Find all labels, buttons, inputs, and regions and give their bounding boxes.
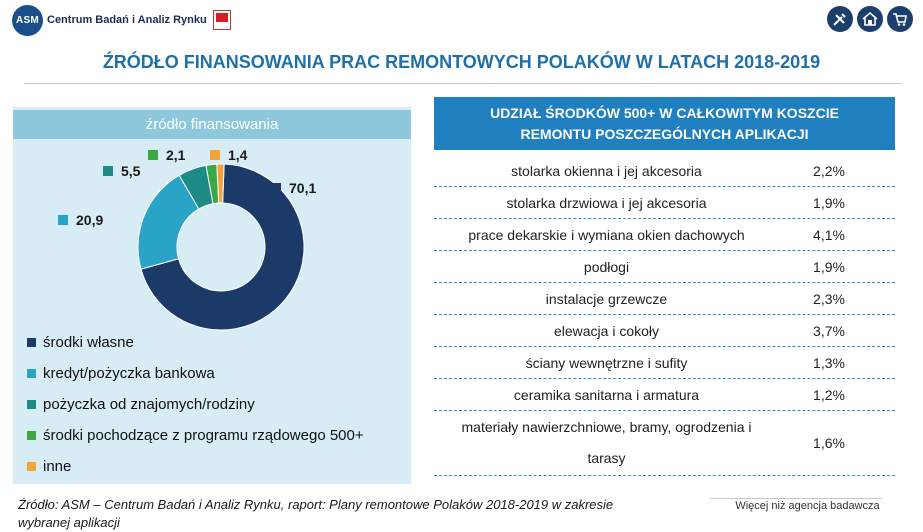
chart-panel-header: źródło finansowania <box>13 110 411 139</box>
page-title: ŹRÓDŁO FINANSOWANIA PRAC REMONTOWYCH POLAKÓW W LATACH 2018-2019 <box>102 52 821 72</box>
legend-swatch <box>27 431 36 440</box>
value-label-bank-loan <box>58 212 103 228</box>
legend-label: inne <box>43 458 72 475</box>
legend-label: środki własne <box>43 334 134 351</box>
table-header <box>434 97 895 150</box>
legend-item <box>27 451 364 482</box>
value-label-text: 5,5 <box>121 163 141 179</box>
company-logo <box>12 6 231 34</box>
row-name: ceramika sanitarna i armatura <box>513 386 700 403</box>
legend-swatch <box>27 462 36 471</box>
row-name: podłogi <box>583 258 630 275</box>
row-value: 1,9% <box>813 258 845 275</box>
legend-item <box>27 389 364 420</box>
legend-label: pożyczka od znajomych/rodziny <box>43 396 255 413</box>
table-row <box>434 411 895 476</box>
motto-divider <box>710 498 882 499</box>
tools-icon <box>827 6 853 32</box>
row-value: 1,3% <box>813 354 845 371</box>
source-note <box>18 496 708 532</box>
row-name <box>434 412 779 474</box>
value-label-own-funds <box>271 180 316 196</box>
legend-swatch <box>271 183 281 193</box>
table-header-line1: UDZIAŁ ŚRODKÓW 500+ W CAŁKOWITYM KOSZCIE <box>490 104 839 121</box>
legend-label: środki pochodzące z programu rządowego 500+ <box>43 427 364 444</box>
row-value: 2,2% <box>813 163 845 179</box>
legend-item <box>27 358 364 389</box>
table-row <box>434 347 895 379</box>
row-value: 2,3% <box>813 290 845 307</box>
row-name: elewacja i cokoły <box>553 322 660 339</box>
logo-name: Centrum Badań i Analiz Rynku <box>47 14 207 26</box>
value-label-text: 70,1 <box>289 180 317 196</box>
value-label-family-loan <box>103 163 140 179</box>
legend-swatch <box>27 400 36 409</box>
value-label-text: 1,4 <box>228 147 248 163</box>
legend-swatch <box>27 338 36 347</box>
header-icons <box>827 6 913 32</box>
legend-item <box>27 327 364 358</box>
table-row <box>434 187 895 219</box>
table-row <box>434 251 895 283</box>
logo-badge: ASM <box>12 5 43 36</box>
row-value: 4,1% <box>813 226 845 243</box>
row-value: 3,7% <box>813 322 845 339</box>
row-name: stolarka drzwiowa i jej akcesoria <box>506 194 707 211</box>
cart-icon <box>887 6 913 32</box>
table-row <box>434 283 895 315</box>
value-label-500plus <box>148 147 185 163</box>
row-name: prace dekarskie i wymiana okien dachowych <box>468 226 745 243</box>
row-value: 1,9% <box>813 194 845 211</box>
table-row <box>434 156 895 187</box>
chart-legend <box>27 327 364 482</box>
house-icon <box>857 6 883 32</box>
row-name: instalacje grzewcze <box>545 290 668 307</box>
row-name-line1: materiały nawierzchniowe, bramy, ogrodzenia i <box>461 419 752 435</box>
legend-swatch <box>27 369 36 378</box>
title-divider <box>24 83 902 84</box>
table-row <box>434 219 895 251</box>
row-name-line2: tarasy <box>587 450 626 466</box>
flag-icon <box>213 10 231 30</box>
table-header-line2: REMONTU POSZCZEGÓLNYCH APLIKACJI <box>520 125 809 142</box>
value-label-other <box>210 147 247 163</box>
legend-item <box>27 420 364 451</box>
row-name: ściany wewnętrzne i sufity <box>525 354 688 371</box>
row-name: stolarka okienna i jej akcesoria <box>511 163 702 179</box>
row-value: 1,2% <box>813 386 845 403</box>
table-row <box>434 315 895 347</box>
motto: Więcej niż agencja badawcza <box>735 500 880 512</box>
legend-label: kredyt/pożyczka bankowa <box>43 365 215 382</box>
value-label-text: 20,9 <box>76 212 104 228</box>
value-label-text: 2,1 <box>166 147 186 163</box>
donut-chart <box>13 139 411 334</box>
source-line1: Źródło: ASM – Centrum Badań i Analiz Rynku, raport: Plany remontowe Polaków 2018-2019 w zakresie <box>18 497 614 512</box>
share-table <box>434 156 895 476</box>
source-line2: wybranej aplikacji <box>18 515 120 530</box>
row-value: 1,6% <box>813 435 845 451</box>
table-row <box>434 379 895 411</box>
